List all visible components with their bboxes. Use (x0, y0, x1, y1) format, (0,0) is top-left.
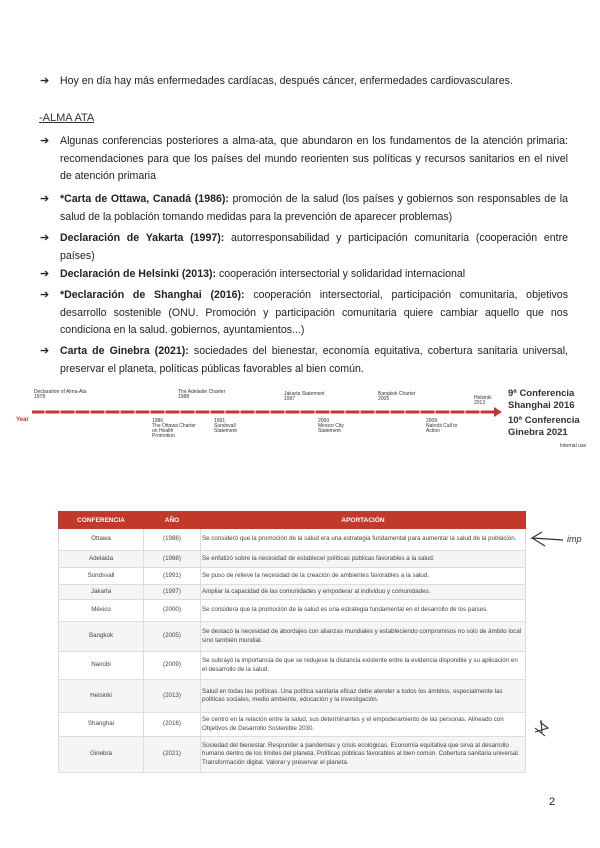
table-row (59, 529, 526, 551)
conference-cell: Adelaida (59, 551, 144, 568)
contribution-cell: Se puso de relieve la necesidad de la creación de ambientes favorables a la salud. (201, 568, 526, 585)
timeline-arrowhead (494, 407, 502, 417)
contribution-cell: Sociedad del bienestar. Responder a pandemias y crisis ecológicas. Economía equitativa que sirva al desarrollo humano dentro de los límites del planeta. Políticas públicas favorables al bien común. Cobertura sanitaria universal. Transformación digital. Valorar y preservar el planeta. (201, 737, 526, 773)
year-cell: (1991) (144, 568, 201, 585)
conference-cell: Helsinki (59, 680, 144, 713)
table-row (59, 713, 526, 737)
year-cell: (2000) (144, 600, 201, 622)
timeline-event: Bangkok Charter 2005 (378, 391, 416, 402)
bullet-text: cooperación intersectorial y solidaridad internacional (216, 268, 466, 280)
conference-cell: Sundsvall (59, 568, 144, 585)
table-header-row (59, 512, 526, 529)
contribution-cell: Salud en todas las políticas. Una política sanitaria eficaz debe atender a todos los ámbitos, especialmente las políticas sociales, medio ambiente, educación y la investigación. (201, 680, 526, 713)
contribution-cell: Se enfatizó sobre la necesidad de establecer políticas públicas favorables a la salud. (201, 551, 526, 568)
conference-cell: Bangkok (59, 622, 144, 652)
timeline-event: Helsinki 2013 (474, 395, 492, 406)
year-cell: (2021) (144, 737, 201, 773)
header-contribution: APORTACIÓN (201, 512, 526, 529)
conference-cell: Ottawa (59, 529, 144, 551)
bullet-text: sociedades del bienestar, economía equitativa, cobertura sanitaria universal, preservar el planeta, políticas públicas favorables al bien común. (60, 345, 569, 375)
bullet-5: ➔ *Declaración de Shanghai (2016): cooperación intersectorial, participación comunitaria, objetivos desarrollo sostenible (ONU. Promoción y participación comunitaria quiere cambiar aquello que nos condiciona en la salud. gobiernos, ayuntamientos...) (40, 289, 568, 336)
timeline-event: 1986 The Ottawa Charter on Health Promotion (152, 418, 196, 439)
table-row (59, 680, 526, 713)
contribution-cell: Ampliar la capacidad de las comunidades y empoderar al individuo y comunidades. (201, 585, 526, 600)
conference-cell: Shanghai (59, 713, 144, 737)
timeline-event: 2000 Mexico City Statement (318, 418, 344, 434)
bullet-text: promoción de la salud (los países y gobiernos son responsables de la salud de la población tomando medidas para la prevención de aparecer problemas) (60, 193, 568, 223)
imp-annotation: imp (567, 534, 582, 544)
bullet-text: Hoy en día hay más enfermedades cardíacas, después cáncer, enfermedades cardiovasculares. (60, 75, 513, 87)
conference-cell: Nairobi (59, 652, 144, 680)
shanghai-mark-icon (535, 720, 548, 736)
table-row (59, 585, 526, 600)
page-number: 2 (549, 796, 556, 808)
timeline-event: 2009 Nairobi Call to Action (426, 418, 458, 434)
timeline-event: Jakarta Statement 1997 (284, 391, 325, 402)
table-row (59, 652, 526, 680)
timeline-event: Declaration of Alma-Ata 1978 (34, 389, 87, 400)
conference-cell: Ginebra (59, 737, 144, 773)
conference-9-label: 9ª Conferencia Shanghai 2016 (508, 388, 575, 411)
bullet-6: ➔ Carta de Ginebra (2021): sociedades del bienestar, economía equitativa, cobertura sanitaria universal, preservar el planeta, políticas públicas favorables al bien común. (40, 345, 569, 375)
conference-cell: México (59, 600, 144, 622)
contribution-cell: Se centró en la relación entre la salud, sus determinantes y el empoderamiento de las personas. Alineado con Objetivos de Desarrollo Sostenible 2030. (201, 713, 526, 737)
timeline-event: 1991 Sundsvall Statement (214, 418, 237, 434)
header-year: AÑO (144, 512, 201, 529)
imp-arrow-icon (532, 532, 563, 546)
bullet-text: cooperación intersectorial, participación comunitaria, objetivos desarrollo sostenible (ONU. Promoción y participación comunitaria quiere cambiar aquello que nos condiciona en la salud. gobiernos, ayuntamientos...) (60, 289, 568, 336)
contribution-cell: Se destacó la necesidad de abordajes con alianzas mundiales y estableciendo compromisos no solo de ámbito local sino también mundial. (201, 622, 526, 652)
bullet-4: ➔ Declaración de Helsinki (2013): cooperación intersectorial y solidaridad internacional (40, 266, 568, 284)
arrow-icon: ➔ (40, 345, 50, 357)
year-cell: (2009) (144, 652, 201, 680)
timeline-year-label: Year (16, 417, 29, 423)
arrow-icon: ➔ (40, 193, 50, 205)
bullet-text: Algunas conferencias posteriores a alma-ata, que abundaron en los fundamentos de la atención primaria: recomendaciones para que los países del mundo reorienten sus políticas y recursos sanitarios en el nivel de atención primaria (60, 135, 568, 182)
table-row (59, 551, 526, 568)
arrow-icon: ➔ (40, 75, 50, 87)
contribution-cell: Se consideró que la promoción de la salud era una estrategia fundamental para aumentar la salud de la población. (201, 529, 526, 551)
year-cell: (1997) (144, 585, 201, 600)
table-row (59, 737, 526, 773)
arrow-icon: ➔ (40, 268, 50, 280)
arrow-icon: ➔ (40, 232, 50, 244)
arrow-icon: ➔ (40, 289, 50, 301)
bullet-text: autorresponsabilidad y participación comunitaria (cooperación entre países) (60, 232, 568, 262)
year-cell: (2005) (144, 622, 201, 652)
year-cell: (2016) (144, 713, 201, 737)
conference-cell: Jakarta (59, 585, 144, 600)
contribution-cell: Se subrayó la importancia de que se redujese la distancia existente entre la evidencia disponible y su aplicación en el desarrollo de la salud. (201, 652, 526, 680)
header-conference: CONFERENCIA (59, 512, 144, 529)
table-row (59, 568, 526, 585)
year-cell: (1988) (144, 551, 201, 568)
arrow-icon: ➔ (40, 135, 50, 147)
section-title: -ALMA ATA (39, 112, 95, 124)
bullet-3: ➔ Declaración de Yakarta (1997): autorresponsabilidad y participación comunitaria (cooperación entre países) (40, 232, 568, 262)
bullet-2: ➔ *Carta de Ottawa, Canadá (1986): promoción de la salud (los países y gobiernos son responsables de la salud de la población tomando medidas para la prevención de aparecer problemas) (40, 193, 568, 223)
contribution-cell: Se considera que la promoción de la salud es una estrategia fundamental en el desarrollo de los países. (201, 600, 526, 622)
table-row (59, 600, 526, 622)
table-row (59, 622, 526, 652)
year-cell: (2013) (144, 680, 201, 713)
conference-10-label: 10ª Conferencia Ginebra 2021 (508, 415, 580, 438)
year-cell: (1986) (144, 529, 201, 551)
timeline-source: Internal use (560, 443, 587, 449)
timeline-event: The Adelaide Charter 1988 (178, 389, 226, 400)
conferences-table (58, 511, 526, 773)
